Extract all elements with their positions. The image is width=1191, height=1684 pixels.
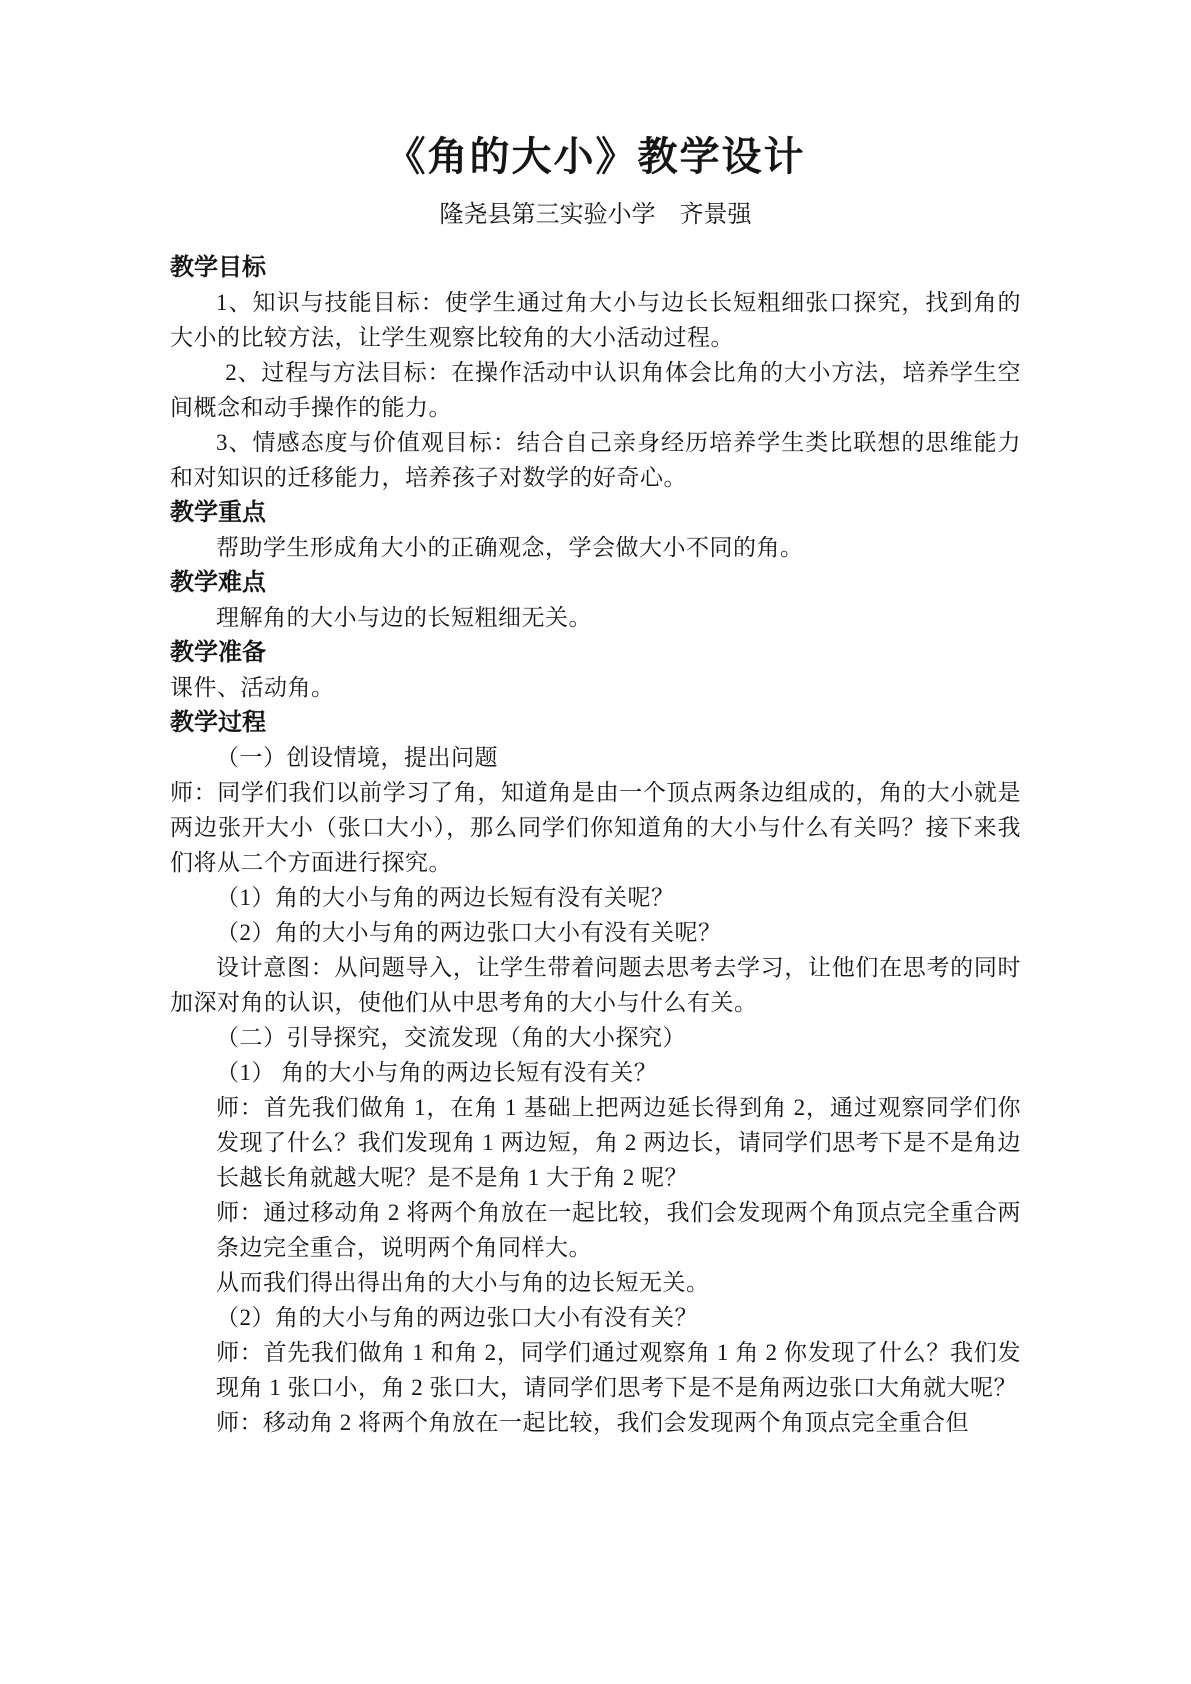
paragraph: 理解角的大小与边的长短粗细无关。 [216, 605, 592, 630]
paragraph: 师：首先我们做角 1，在角 1 基础上把两边延长得到角 2，通过观察同学们你发现了什么？我们发现角 1 两边短，角 2 两边长，请同学们思考下是不是角边长越长角就越大呢？是不是角 1 大于角 2 呢？ [216, 1095, 1021, 1190]
paragraph: 师：同学们我们以前学习了角，知道角是由一个顶点两条边组成的，角的大小就是两边张开大小（张口大小），那么同学们你知道角的大小与什么有关吗？接下来我们将从二个方面进行探究。 [170, 780, 1021, 875]
paragraph: 师：移动角 2 将两个角放在一起比较，我们会发现两个角顶点完全重合但 [216, 1410, 969, 1435]
paragraph: （1） 角的大小与角的两边长短有没有关？ [216, 1060, 658, 1085]
paragraph: （2）角的大小与角的两边张口大小有没有关呢？ [216, 920, 722, 945]
document-title: 《角的大小》教学设计 [385, 134, 806, 179]
paragraph: 3、情感态度与价值观目标：结合自己亲身经历培养学生类比联想的思维能力和对知识的迁移能力，培养孩子对数学的好奇心。 [170, 430, 1021, 490]
paragraph: （2）角的大小与角的两边张口大小有没有关？ [216, 1305, 698, 1330]
paragraph: （一）创设情境，提出问题 [216, 745, 498, 770]
section-heading: 教学过程 [170, 709, 266, 736]
paragraph: 课件、活动角。 [170, 675, 335, 700]
paragraph: 2、过程与方法目标：在操作活动中认识角体会比角的大小方法，培养学生空间概念和动手操作的能力。 [170, 360, 1021, 420]
paragraph: 师：首先我们做角 1 和角 2，同学们通过观察角 1 角 2 你发现了什么？我们发现角 1 张口小，角 2 张口大，请同学们思考下是不是角两边张口大角就大呢？ [216, 1340, 1021, 1400]
document-byline: 隆尧县第三实验小学 齐景强 [439, 201, 752, 228]
document-content [170, 0, 1021, 1440]
paragraph: 设计意图：从问题导入，让学生带着问题去思考去学习，让他们在思考的同时加深对角的认识，使他们从中思考角的大小与什么有关。 [170, 955, 1021, 1015]
paragraph: 帮助学生形成角大小的正确观念，学会做大小不同的角。 [216, 535, 804, 560]
section-heading: 教学准备 [170, 639, 266, 666]
section-heading: 教学目标 [170, 254, 266, 281]
paragraph: 1、知识与技能目标：使学生通过角大小与边长长短粗细张口探究，找到角的大小的比较方法，让学生观察比较角的大小活动过程。 [170, 290, 1021, 350]
section-heading: 教学难点 [170, 569, 266, 596]
section-heading: 教学重点 [170, 499, 266, 526]
paragraph: （二）引导探究，交流发现（角的大小探究） [216, 1025, 686, 1050]
paragraph: 从而我们得出得出角的大小与角的边长短无关。 [216, 1270, 710, 1295]
document-body [170, 250, 1021, 1440]
paragraph: （1）角的大小与角的两边长短有没有关呢？ [216, 885, 675, 910]
paragraph: 师：通过移动角 2 将两个角放在一起比较，我们会发现两个角顶点完全重合两条边完全重合，说明两个角同样大。 [216, 1200, 1021, 1260]
